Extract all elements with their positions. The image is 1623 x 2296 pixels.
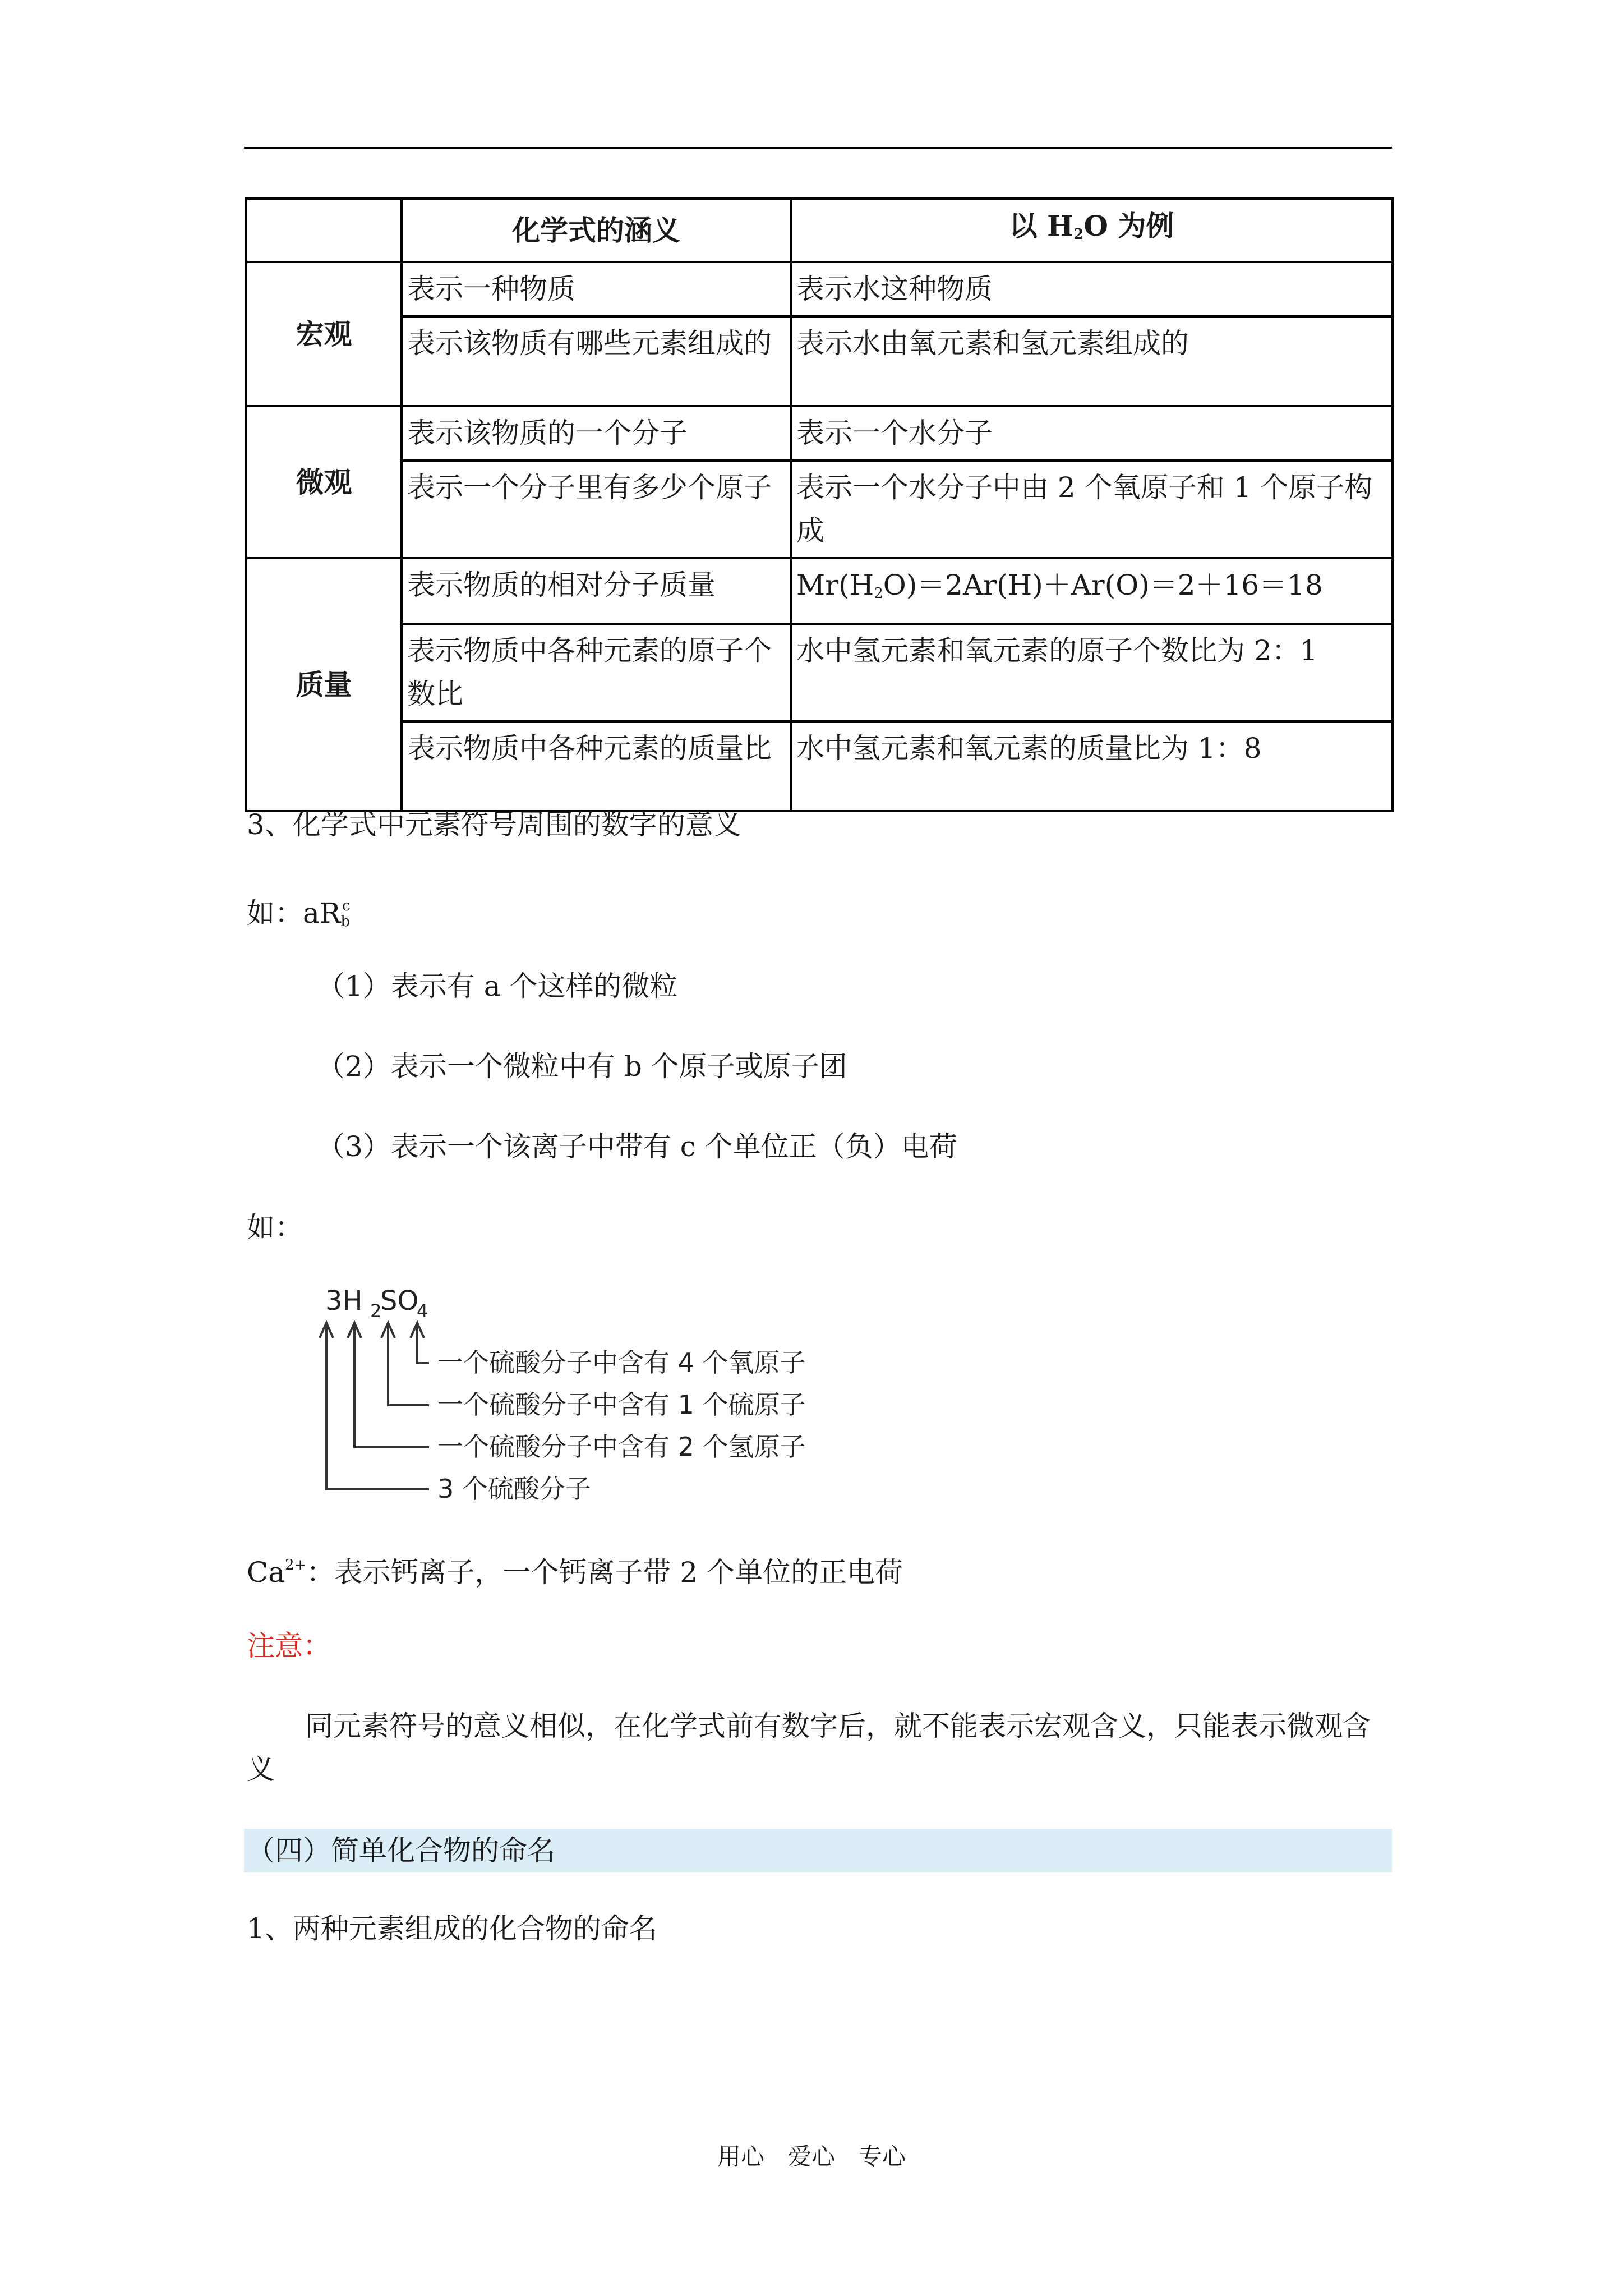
subsection1-title: 1、两种元素组成的化合物的命名	[247, 1912, 657, 1945]
list-item: （3）表示一个该离子中带有 c 个单位正（负）电荷	[317, 1130, 957, 1163]
diagram-label: 一个硫酸分子中含有 2 个氢原子	[437, 1432, 806, 1462]
group-label-micro: 微观	[246, 406, 402, 558]
section4-title: （四）简单化合物的命名	[247, 1834, 555, 1867]
note-label: 注意：	[247, 1630, 331, 1662]
table-row	[246, 624, 1393, 721]
diagram-formula-a: 3H	[325, 1285, 363, 1317]
table-row	[246, 461, 1393, 558]
table-cell-meaning: 表示物质中各种元素的质量比	[402, 721, 791, 811]
diagram-label: 一个硫酸分子中含有 4 个氧原子	[437, 1347, 806, 1378]
example2-label: 如：	[247, 1211, 303, 1244]
table-row	[246, 406, 1393, 461]
table-row	[246, 262, 1393, 316]
table-cell-example: 表示一个水分子	[791, 406, 1393, 461]
table-header-row	[246, 199, 1393, 262]
list-item: （1）表示有 a 个这样的微粒	[317, 970, 678, 1002]
table-cell-example: $Mr(H_2O)=2Ar(H)+Ar(O)=2+16=18$	[791, 558, 1393, 624]
formula-meaning-table	[245, 197, 1394, 812]
header-rule	[244, 147, 1392, 149]
calcium-line: $Ca^{2+}$：表示钙离子，一个钙离子带 2 个单位的正电荷	[247, 1556, 903, 1589]
page-footer: 用心 爱心 专心	[717, 2143, 906, 2170]
group-label-mass: 质量	[246, 558, 402, 811]
table-row	[246, 721, 1393, 811]
diagram-label: 一个硫酸分子中含有 1 个硫原子	[437, 1389, 806, 1420]
group-label-macro: 宏观	[246, 262, 402, 406]
table-cell-meaning: 表示一种物质	[402, 262, 791, 316]
sulfuric-acid-diagram	[314, 1279, 875, 1515]
section3-title: 3、化学式中元素符号周围的数字的意义	[247, 808, 741, 841]
table-cell-example: 水中氢元素和氧元素的原子个数比为 2：1	[791, 624, 1393, 721]
table-cell-meaning: 表示物质中各种元素的原子个数比	[402, 624, 791, 721]
diagram-connector-lines	[320, 1323, 429, 1489]
table-cell-example: 水中氢元素和氧元素的质量比为 1：8	[791, 721, 1393, 811]
table-cell-meaning: 表示一个分子里有多少个原子	[402, 461, 791, 558]
table-row	[246, 558, 1393, 624]
diagram-formula-sub-a: 2	[370, 1300, 382, 1322]
note-paragraph: 同元素符号的意义相似，在化学式前有数字后，就不能表示宏观含义，只能表示微观含义	[247, 1710, 1371, 1786]
table-header-corner	[246, 199, 402, 262]
table-header-meaning: 化学式的涵义	[402, 199, 791, 262]
table-header-example: 以 $H_2O$ 为例	[791, 199, 1393, 262]
table-cell-example: 表示水这种物质	[791, 262, 1393, 316]
diagram-formula-sub-b: 4	[417, 1300, 428, 1322]
table-row	[246, 316, 1393, 406]
section4-heading-bar	[244, 1829, 1392, 1872]
example1-line: 如：$aR_b^c$	[247, 897, 351, 930]
table-cell-example: 表示水由氧元素和氢元素组成的	[791, 316, 1393, 406]
table-cell-meaning: 表示该物质有哪些元素组成的	[402, 316, 791, 406]
list-item: （2）表示一个微粒中有 b 个原子或原子团	[317, 1050, 847, 1083]
table-cell-example: 表示一个水分子中由 2 个氧原子和 1 个原子构成	[791, 461, 1393, 558]
diagram-label: 3 个硫酸分子	[437, 1474, 591, 1504]
diagram-formula-b: SO	[380, 1285, 419, 1317]
table-cell-meaning: 表示该物质的一个分子	[402, 406, 791, 461]
table-cell-meaning: 表示物质的相对分子质量	[402, 558, 791, 624]
